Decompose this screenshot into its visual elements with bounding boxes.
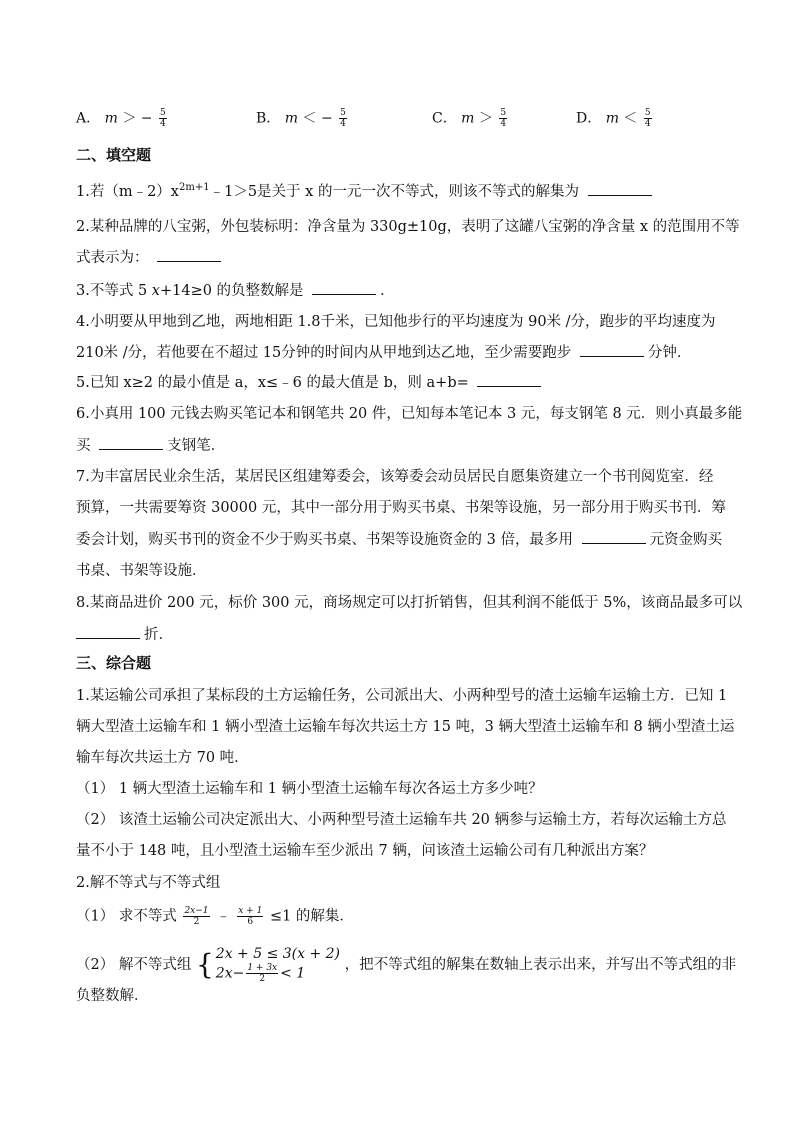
q2-3-text-b: +14≥0 的负整数解是: [159, 283, 304, 299]
option-d-var: m: [605, 110, 619, 127]
option-a-fraction: [159, 108, 167, 129]
q2-6-text-b: 支钢笔．: [167, 438, 226, 454]
inequality-system-rows: [216, 946, 340, 984]
question-3-1-line3: 输车每次共运土方 70 吨．: [76, 750, 249, 766]
option-d-relation: ＜: [623, 110, 638, 127]
answer-blank[interactable]: [580, 342, 644, 357]
q3-2-sub1-text-a: （1） 求不等式: [76, 908, 177, 925]
option-d-letter: D．: [576, 110, 602, 127]
option-c-num: 5: [500, 108, 507, 118]
answer-blank[interactable]: [157, 247, 221, 262]
q3-2-sub1-text-b: ≤1 的解集．: [269, 908, 354, 925]
q3-2-sub2-text-b: ，把不等式组的解集在数轴上表示出来，并写出不等式组的非: [344, 957, 737, 973]
question-2-5: [76, 372, 545, 393]
question-2-7-line3: [76, 529, 722, 550]
question-2-2-line2: [76, 247, 225, 268]
system-row-2-b: < 1: [280, 965, 306, 982]
q2-1-exponent: 2m+1: [179, 182, 210, 194]
q3-2-minus: ﹣: [216, 908, 231, 925]
section-heading-fill-blank: 二、填空题: [76, 146, 152, 164]
q3-2-fraction-1-num: 2x−1: [184, 906, 209, 916]
option-d-num: 5: [644, 108, 651, 118]
q3-2-fraction-2: [237, 906, 263, 927]
option-b-relation: ＜: [302, 110, 317, 127]
inequality-system: [196, 946, 340, 984]
question-3-1-line2: 辆大型渣土运输车和 1 辆小型渣土运输车每次共运土方 15 吨，3 辆大型渣土运输车和 8 辆小型渣土运: [76, 719, 735, 735]
q2-1-text-a: 1.若（m﹣2）x: [76, 184, 179, 200]
q2-4-text-a: 210米 /分，若他要在不超过 15分钟的时间内从甲地到达乙地，至少需要跑步: [76, 345, 572, 361]
option-c[interactable]: [432, 108, 509, 129]
option-b-fraction: [339, 108, 347, 129]
q2-7-text-a: 委会计划，购买书刊的资金不少于购买书桌、书架等设施资金的 3 倍，最多用: [76, 532, 573, 548]
option-a-sign: −: [140, 110, 153, 127]
option-d-den: 4: [644, 119, 651, 129]
question-3-2-title: 2.解不等式与不等式组: [76, 875, 221, 891]
left-brace-icon: {: [195, 948, 214, 981]
question-2-3: [76, 280, 395, 301]
q3-2-fraction-1-den: 2: [193, 917, 200, 927]
q3-2-fraction-2-den: 6: [247, 917, 254, 927]
question-3-2-sub1: [76, 906, 354, 927]
question-3-1-line1: 1.某运输公司承担了某标段的土方运输任务，公司派出大、小两种型号的渣土运输车运输土方．已知 1: [76, 688, 728, 704]
option-d-fraction: [644, 108, 652, 129]
answer-blank[interactable]: [99, 435, 163, 450]
answer-blank[interactable]: [76, 624, 140, 639]
option-b-den: 4: [340, 119, 346, 129]
q2-5-text: 5.已知 x≥2 的最小值是 a，x≤﹣6 的最大值是 b，则 a+b=: [76, 375, 469, 391]
system-row-2-a: 2x−: [215, 965, 245, 982]
q2-3-end: ．: [380, 283, 395, 299]
option-a-den: 4: [159, 119, 166, 129]
q2-3-text-a: 3.不等式 5: [76, 283, 152, 299]
question-3-1-sub2-line2: 量不小于 148 吨，且小型渣土运输车至少派出 7 辆，问该渣土运输公司有几种派出方案？: [76, 843, 654, 859]
system-row-2-fraction: [246, 963, 278, 984]
system-row-2-den: 2: [259, 974, 266, 984]
option-a[interactable]: [76, 108, 169, 129]
question-2-2-line1: 2.某种品牌的八宝粥，外包装标明：净含量为 330g±10g，表明了这罐八宝粥的净含量 x 的范围用不等: [76, 219, 740, 235]
option-c-den: 4: [500, 119, 507, 129]
q3-2-sub2-text-a: （2） 解不等式组: [76, 957, 192, 973]
option-b[interactable]: [256, 108, 349, 129]
question-3-1-sub1: （1） 1 辆大型渣土运输车和 1 辆小型渣土运输车每次各运土方多少吨？: [76, 781, 543, 797]
question-2-8-line1: 8.某商品进价 200 元，标价 300 元，商场规定可以打折销售，但其利润不能低于 5%，该商品最多可以: [76, 595, 743, 611]
question-2-4-line1: 4.小明要从甲地到乙地，两地相距 1.8千米，已知他步行的平均速度为 90米 /分，跑步的平均速度为: [76, 314, 716, 330]
question-3-2-sub2: [76, 946, 736, 984]
option-a-letter: A．: [76, 110, 101, 127]
q2-6-text-a: 买: [76, 438, 91, 454]
system-row-2: [216, 963, 340, 984]
question-3-2-sub2-line2: 负整数解．: [76, 988, 149, 1004]
option-a-var: m: [104, 110, 118, 127]
answer-blank[interactable]: [588, 181, 652, 196]
answer-blank[interactable]: [582, 529, 646, 544]
question-2-8-line2: [76, 624, 173, 645]
option-d[interactable]: [576, 108, 654, 129]
q2-4-text-b: 分钟．: [647, 345, 692, 361]
option-c-letter: C．: [432, 110, 457, 127]
option-c-var: m: [461, 110, 475, 127]
option-b-sign: −: [320, 110, 333, 127]
option-b-num: 5: [340, 108, 346, 118]
system-row-2-num: 1 + 3x: [247, 963, 278, 973]
q3-2-fraction-2-num: x + 1: [238, 906, 263, 916]
option-a-num: 5: [159, 108, 166, 118]
question-2-1: [76, 181, 656, 202]
q2-7-text-b: 元资金购买: [649, 532, 723, 548]
question-2-6-line1: 6.小真用 100 元钱去购买笔记本和钢笔共 20 件，已知每本笔记本 3 元，每支钢笔 8 元．则小真最多能: [76, 406, 743, 422]
section-heading-comprehensive: 三、综合题: [76, 654, 152, 672]
question-2-7-line4: 书桌、书架等设施．: [76, 563, 207, 579]
option-c-fraction: [499, 108, 507, 129]
answer-blank[interactable]: [477, 372, 541, 387]
system-row-1: 2x + 5 ≤ 3(x + 2): [215, 946, 341, 962]
question-3-1-sub2-line1: （2） 该渣土运输公司决定派出大、小两种型号渣土运输车共 20 辆参与运输土方，若每次运输土方总: [76, 812, 727, 828]
question-2-6-line2: [76, 435, 225, 456]
option-b-letter: B．: [256, 110, 281, 127]
option-a-relation: ＞: [122, 110, 137, 127]
answer-blank[interactable]: [312, 280, 376, 295]
option-b-var: m: [284, 110, 299, 127]
q2-8-text-b: 折．: [144, 627, 173, 643]
q2-3-var: x: [151, 283, 160, 299]
q3-2-fraction-1: [183, 906, 209, 927]
question-2-4-line2: [76, 342, 691, 363]
question-2-7-line2: 预算，一共需要筹资 30000 元，其中一部分用于购买书桌、书架等设施，另一部分用于购买书刊．筹: [76, 500, 726, 516]
q2-1-text-b: ﹣1＞5是关于 x 的一元一次不等式，则该不等式的解集为: [209, 184, 579, 200]
q2-2-text: 式表示为：: [76, 250, 149, 266]
option-c-relation: ＞: [478, 110, 493, 127]
question-2-7-line1: 7.为丰富居民业余生活，某居民区组建筹委会，该筹委会动员居民自愿集资建立一个书刊阅览室．经: [76, 469, 714, 485]
